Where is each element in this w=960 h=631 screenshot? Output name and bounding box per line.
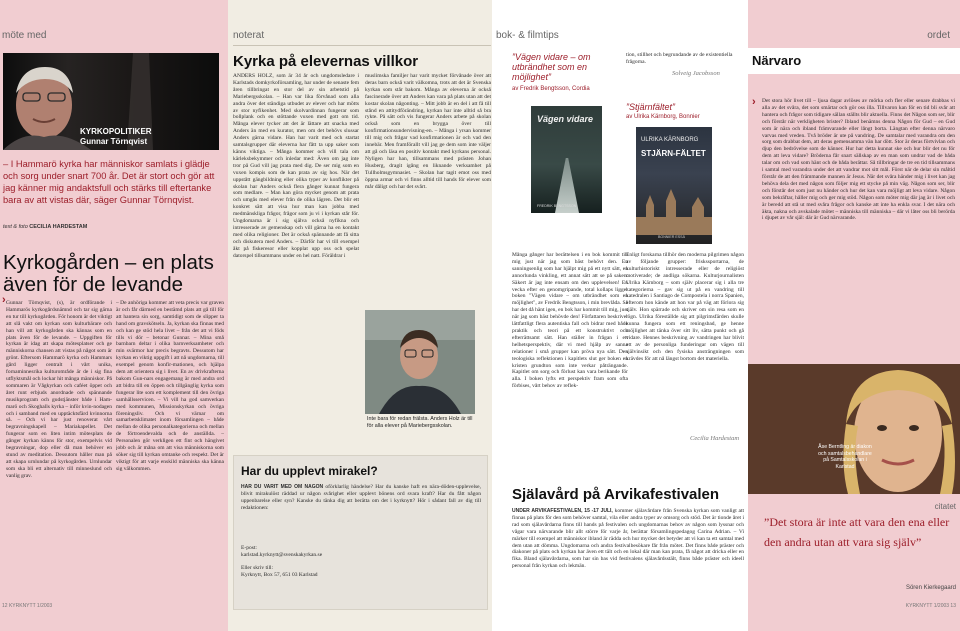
middle-page: [228, 0, 492, 631]
intro-quote: – I Hammarö kyrka har människor samlats i glädje och sorg under snart 700 år. Det är stort och gör att jag känner mig andaktsfull och stärks till eftertanke bara av att vistas där, säger Gunnar Törnqvist.: [3, 159, 215, 205]
book2-intro: tion, stillhet och begrundande av de existentiella frågorna.: [626, 52, 733, 65]
byline: [3, 224, 87, 230]
book2-cover-title: STJÄRN-FÄLTET: [641, 149, 706, 158]
drop-arrow-icon: ›: [2, 294, 6, 306]
section-label-bok-filmtips: bok- & filmtips: [496, 30, 559, 41]
book2-cover: [636, 127, 712, 244]
notes-column-1: [233, 73, 359, 448]
book2-review: [626, 252, 744, 432]
ase-photo: [748, 364, 960, 494]
section-label-ordet: ordet: [927, 30, 950, 41]
book2-cover-sub: BONNIER ESSÄ: [658, 235, 685, 239]
word-title-box: [748, 48, 960, 74]
miracle-lead: HAR DU VARIT MED OM NÅGON: [241, 484, 324, 490]
article-column-2: [116, 300, 224, 594]
section-label-mote-med: möte med: [2, 30, 47, 41]
book2-author: av Ulrika Kärnborg, Bonnier: [626, 114, 700, 120]
books-page: [492, 0, 748, 631]
word-page: [748, 0, 960, 631]
book1-cover-author: FREDRIK BENGTSSON: [537, 204, 577, 208]
word-body-text: Det stora hör livet till – ljusa dagar avlöses av mörka och fler eller senare drabbas vi alla av det svåra, det som smärtar och gör oss illa. Tillvaron kan för en tid bli svår att hantera och frågor som tidigare sällan ställts blir aktuella. Finns det Någon som ser, blir och förstår när verkligheten brister? Ibland benämns denna Någon för Gud – en Gud som är nära och ibland främvarande eller långt borta. Längtan efter denna närvaro varvas med vreden. Två bröder är ute på vandring. De samtalar med varandra om den sorg som drabbat dem, att deras gemensamma vän har dött. Stor är deras förtvivlan och djup den bedrövelse som de känner. Hur har detta kunnat ske och hur blir det nu för dem att leva vidare? Bröderna får snart sällskap av en man som undrar vad de båda talar om och vad som hänt och de båda berättar. Så tillbringar de tre en tid tillsammans i samtal med varandra under det att vandrar mot sitt mål. Först när de delar sin måltid förstår de att den främmande mannen är Jesus. När det svåra händer mig i livet kan jag behöva dela det med någon som följer mig ett stycke på min väg. Någon som ser, blir och förstår det som just nu händer och hur det kan vara möjligt att leva vidare. Någon som bekräftar, håller mig och ger mig stöd. Någon som möter mig där jag är i livet och är beredd att stå ut med svåra frågor och kanske att inte ha enkla svar. I det nära och äkta, nakna och avskalade mötet – människa till människa – där vi låter oss bli berörda i djupet av vår själ: där är Gud närvarande.: [762, 98, 955, 222]
arvika-lead: UNDER ARVIKAFESTIVALEN, 15 -17 JULI,: [512, 508, 613, 514]
notes-column-2: [365, 73, 491, 305]
word-body: [762, 98, 955, 358]
arvika-body: [512, 508, 744, 592]
citat-label: citatet: [934, 502, 956, 511]
book1-review: [512, 252, 628, 466]
citat-author: Sören Kierkegaard: [905, 585, 956, 591]
arvika-text: kommer själavårdare från Svenska kyrkan som vanligt att finnas på plats för den som behöver samtal, vila eller andra typer av omsorg och stöd. Det är tionde året i rad som själavårdarna finns till hands på festivalen och ungdomarnas behov av någon som lyssnar och vågar vara närvarande blir allt större för varje år, berättar församlingspedagog Carina Adrian. – Vi märker till exempel att människor ibland är rädda och hur mycket det betyder att vi kan ta ett samtal med dem utan att dömma. Ungdomarna och andra festivalbesökare får från mötet. Det finns både präster och diakoner på plats och kyrkan har även ett tält och en lokal där man kan prata, få något att dricka eller en fika. Bland själavårdarna, som har sin bas vid festivalens själavårdsstält, finns både präster och ideell personal från kyrkan och lekmän.: [512, 508, 744, 570]
notes-col2-text: muslimska familjer har varit mycket förvånade över att deras barn också varit välkomna, trots att det är Svenska kyrkan som står bakom. Många av eleverna är också fascinerade över att Anders kan vara på plats utan att det kostar skolan någonting. – Mitt jobb är en del i att få till stånd en attitydförändring, kyrkan har inte alltid så bra rykte. På sätt och vis fungerar Anders arbete på skolan också som en brygga över till konfirmationsundervisning-en. – Många i yrsan kommer till mig och frågar vad konfirmationen är och vad den innebär. Men framförallt vill jag ge dem som inte väljer att gå och läsa en positiv kontakt med kyrkans personal. Nyligen har han, tillsammans med prästen Johan Husberg, dragit igång en liknande verksamhet på Tullholmsgymnasiet. – Skolan har tagit emot oss med öppna armar och vi finns alltid till hands för elever som mår dåligt och har det svårt.: [365, 73, 491, 190]
book1-cover: [531, 106, 602, 213]
ase-illustration: [748, 364, 960, 494]
byline-name: CECILIA HARDESTAM: [29, 224, 88, 230]
post-label: Eller skriv till:: [241, 564, 274, 571]
book1-cover-title: Vägen vidare: [537, 114, 594, 124]
article-col2-text: – De anhöriga kommer att veta precis var graven är och får därmed en bestämd plats att gå till för att hantera sin sorg, samtidigt som de slipper ta hand om gravskötseln. Ja, kyrkan ska finnas med och kan ge stöd hela livet – från det att vi föds tills vi dör – betonar Gunnar. – Mina små barnbarn deltar i olika barnverksamheter och min svärmor har precis begravts. Dessutom har kyrkan en viktig uppgift i att nå ungdomarna, till exempel genom konfir-mationen, och hjälpa dem att orientera sig i livet. En av drivkrafterna bakom Gun-nars engagemang är med andra ord att bidra till en öppen och tillgänglig kyrka som fungerar lite som ett komplement till den övriga samhällsservicen. – Vi vill ha god samverkan med kommunen, Missionskyrkan och övriga föreningsliv. Och vi värnar om samarbetsklimatet inom församlingen – både mellan de olika personalkategorierna och mellan de förtroendevalda och de anställda. – Personalen gör verkligen ett fint och hängivet jobb och är måna om att visa människorna som söker sig till kyrkan omtanke och respekt. Det är viktigt för att varje enskild människa ska känna sig välkommen.: [116, 300, 224, 472]
notes-col1-text: ANDERS HOLZ, som är 34 år och ungdomsledare i Karlstads domkyrkoförsamling, har under de senaste fem åren tillbringat en stor del av sin arbetstid på Mariebergsskolan. – Han var lika förvånad som alla andra över det ständiga utbudet av elever och har mötts av stor nyfikenhet. Med skolvardinnan fungerar som bollplank och en stöttande vuxen med gott om tid. Många elever tycker att det är lättare att snacka med Anders än med en kurator, men om det behövs slussar Anders gärna vidare. Han har varit med och startat samtalsgrupper där eleverna har fått ta upp saker som känns viktiga. – Många kommer och vill tala om kärleksbekymmer och inledar med: Även om jag inte tror på Gud vill jag prata med dig. De ser mig som en vuxen kompis som de kan prata av sig hos. När det uppstått gängbildning eller olika typer av konflikter på skolan har Anders också flera gånger kunnat fungera som medlare. – Man kan göra mycket genom att prata och umgås med elever från de olika lägren. Det blir ett konkret sätt att visa hur man kan jobba med medmänskliga frågor, frågor som ju vi i kyrkan står för. Ungdomarna är i sig själva också nyfikna och intresserade av gemenskap och vill gärna ha en kontakt med olika religioner. Det är också spännande att få sitta och diskutera med Anders. – Därför har vi till exempel åkt på fiskeresor eller kopplat upp oss och spelat datorspel tillsammans under en hel natt. Föräldrar i: [233, 73, 359, 259]
book1-review-text: Många gånger har berättelsen i en bok kommit till mig just när jag som bäst behövt den. En sanningsenlig som har hjälpt mig på ett nytt sätt, en annorlunda vinkling, ett annat sätt att se på saken. Säkert är jag inte ensam om den upplevelsen! En vecka efter en genomgripande, total kollaps ligger boken "Vägen vidare – om utbrändhet som en möjlighet", av Fredrik Bengtsson, i min brevlåda. Så har det då hänt igen, en bok har kommit till mig, just när jag som bäst behövde den! Författaren beskriver lättfattligt flera autentiska fall och bidrar med både praktik och teori på ett konstruktivt och efterrättsamt sätt. Han ställer in frågan i ett helhetsperspektiv, där vi med hjälp av sanna relationer i små grupper kan pröva nya sätt. Den teologiska reflektionen i kapitlets slut ger boken en kristen grundton som inte verkar påträngande. Kapitlet om sorg och förlust kan vara berikande för alla. I boken lyfts ett perspektiv fram som ofta förbises, vårt behov av reflek-: [512, 252, 628, 390]
word-title: Närvaro: [752, 53, 802, 68]
book1-author: av Fredrik Bengtsson, Cordia: [512, 86, 590, 92]
miracle-box: [233, 455, 488, 610]
byline-prefix: text & foto: [3, 224, 28, 230]
word-arrow-icon: ›: [752, 96, 756, 108]
epost-label: E-post:: [241, 545, 257, 551]
miracle-contact: [241, 545, 481, 579]
citat-quote: ”Det stora är inte att vara den ena eller den andra utan att vara sig själv”: [764, 515, 950, 549]
book1-title: ”Vägen vidare – om utbrändhet som en möjlighet”: [512, 52, 591, 82]
article-title: [3, 252, 214, 296]
book2-review-text: Enligt forskarna tillhör den moderna pilgrimen någon av följande grupper: friskssportarna, de kulturhistoriskt intresserade eller de religiöst motiverade; de andliga sökarna. Kulturjournalisten Ulrika Kärnborg – som själv placerar sig i alla tre kategorierna – gav sig ut på en vandring till katedralen i Santiago de Compostela i norra Spanien, efterom hon kände att hon var på väg att förlora sig själv. Hon spärrade och skriver om sin resa som en lögn. Ulrika föreställde sig att pilgrimsfärden skulle kunna fungera som ett reningsbad, ge henne möjlighet att tänka över sitt liv, sätta punkt och gå vidare. Hennes beskrivning av vandringen har blivit ett av de personliga funderingar om vägen till självinsikt och den fysiska ansträngningen som krävdes för att nå längst bortom det materiella.: [626, 252, 744, 362]
header-rule: [233, 45, 491, 46]
article-col1-text: Gunnar Törnqvist, (s), är ordförande i Hammarös kyrkogårdsnämnd och tar sig gärna en tur till kyrkogården. För honom är det viktigt att slå vakt om kyrkan som kulturbärare och han vill att kyrkogården ska kännas som en plats även för de levande. – Uppgiften för kyrkan är idag att skapa mötesplatser och ge människorna chansen att vistas på något som är grönt. Eftersom Hammarö kyrka och Hammars gård ligger centralt i vårt unika, fornaminnesrika kulturområde är de i sig fina utflyktsmål och lockar hit många människor. På sommaren är Vågkyrkan och caféet öppet och året runt erbjuds anordnade och spännande musikprogram och gudstjänster både i Ham-marö och Skoghalls kyrka – inför kvin-nodagen och i samband med en upptäcktsfärd kvinnorna så. – Och vi har just renoverat vårt begravningskapell – Mariakapellet. Det fungerar som en liten intim mötesplats de gånger kyrkan känns för stor, exempelvis vid begravningar, dop eller då man behöver en stund av meditation. Dessutom håller man på att skapa urnlundar på kyrkogården. Urnlundar som ska bli ett alternativ till minneslund och vanlig grav.: [6, 300, 112, 479]
ase-caption: Åse Berntling är diakon och samtalsbehandlare på Samtalsskolan i Karlstad: [818, 444, 872, 470]
notes-title: Kyrka på elevernas villkor: [233, 53, 419, 70]
caption-name: Gunnar Törnqvist: [80, 137, 148, 146]
section-label-noterat: noterat: [233, 30, 265, 41]
anders-photo-caption: Inte bara för redan frälsta. Anders Holz är till för alla elever på Mariebergsskolan.: [367, 416, 473, 429]
epost-address: karlstad.kyrknytt@svenskakyrkan.se: [241, 551, 323, 558]
miracle-text: oförklarlig händelse? Har du kanske haft en nära-döden-upplevelse, blivit mirakulöst räddad ur någon svårighet eller upplevt bönens ord svara kraft? Har du fått någon uppenbarelse eller syn? Kanske du tänka dig att berätta om det i kyrknytt? Hör i sådant fall av dig till redaktionen:: [241, 484, 481, 511]
book2-signature: Cecilia Hardestam: [690, 435, 740, 442]
miracle-body: [241, 484, 481, 542]
arvika-title: Själavård på Arvikafestivalen: [512, 486, 720, 503]
right-footer: KYRKNYTT 1/2003 13: [905, 603, 956, 609]
article-title-line1: Kyrkogården – en plats: [3, 251, 214, 274]
miracle-title: Har du upplevt mirakel?: [241, 464, 378, 478]
article-title-line2: även för de levande: [3, 273, 184, 296]
caption-role: KYRKOPOLITIKER: [80, 127, 152, 136]
left-page: [0, 0, 228, 631]
article-column-1: [6, 300, 112, 594]
book2-title: ”Stjärnfältet”: [626, 102, 676, 112]
anders-photo: [365, 310, 475, 414]
book2-cover-cathedral: [636, 187, 712, 235]
book2-intro-signature: Solveig Jacobsson: [672, 70, 720, 77]
left-footer: 12 KYRKNYTT 1/2003: [2, 603, 53, 609]
portrait-caption: [80, 127, 152, 147]
anders-illustration: [365, 310, 475, 414]
book2-cover-author: ULRIKA KÄRNBORG: [641, 137, 699, 143]
post-address: Kyrknytt, Box 57, 651 03 Karlstad: [241, 571, 318, 578]
